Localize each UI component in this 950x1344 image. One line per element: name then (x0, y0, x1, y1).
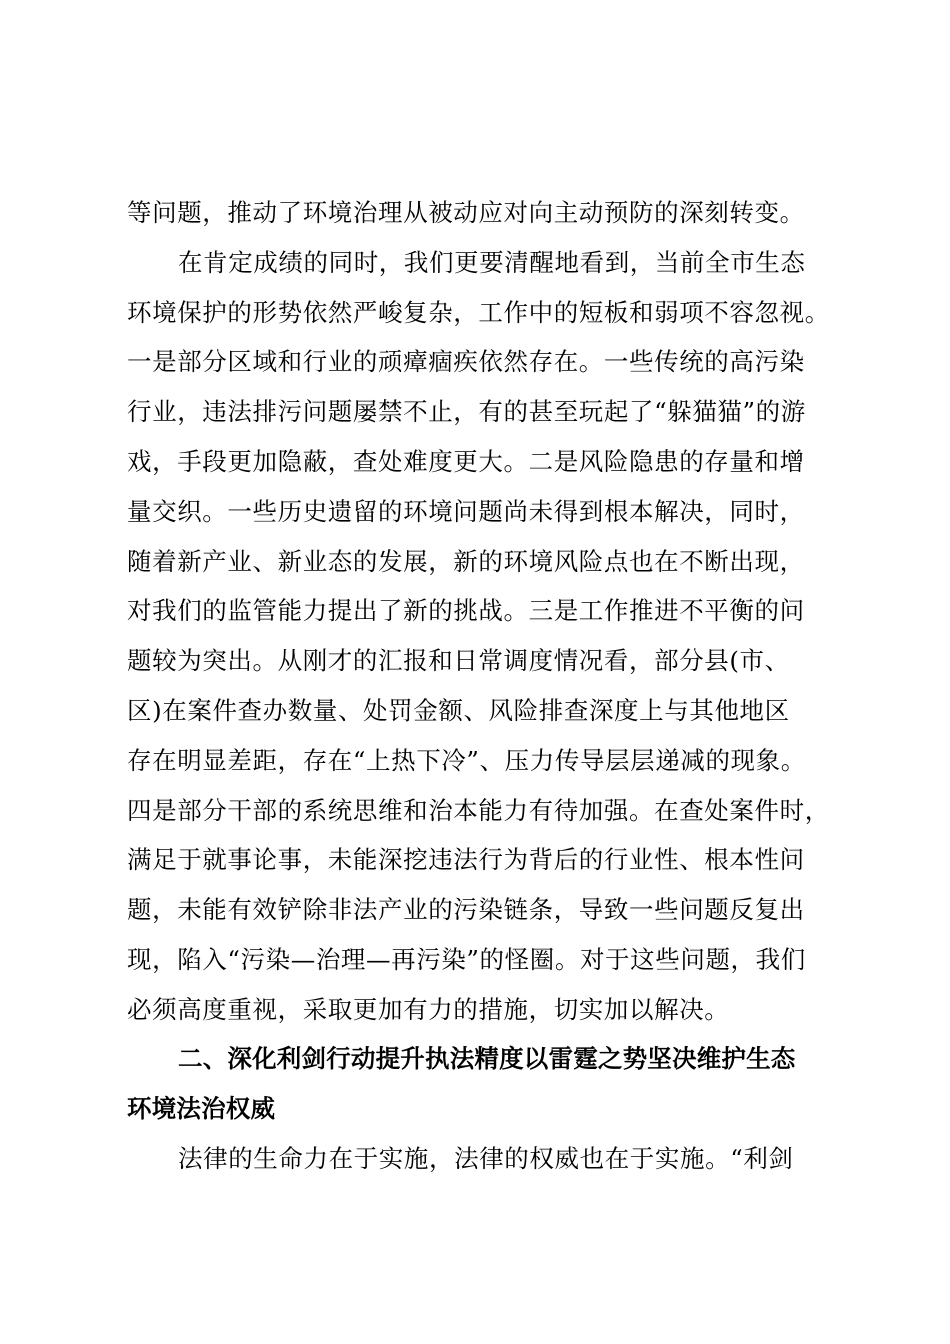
paragraph-line: 存在明显差距，存在“上热下冷”、压力传导层层递减的现象。 (127, 746, 806, 775)
paragraph-line: 环境保护的形势依然严峻复杂，工作中的短板和弱项不容忽视。 (127, 298, 830, 327)
section-heading: 环境法治权威 (127, 1094, 276, 1123)
paragraph-line: 法律的生命力在于实施，法律的权威也在于实施。“利剑 (178, 1144, 794, 1173)
paragraph-line: 满足于就事论事，未能深挖违法行为背后的行业性、根本性问 (127, 845, 805, 874)
paragraph-line: 四是部分干部的系统思维和治本能力有待加强。在查处案件时， (127, 796, 830, 825)
paragraph-line: 在肯定成绩的同时，我们更要清醒地看到，当前全市生态 (178, 248, 806, 277)
paragraph-line: 行业，违法排污问题屡禁不止，有的甚至玩起了“躲猫猫”的游 (127, 397, 806, 426)
paragraph-line: 随着新产业、新业态的发展，新的环境风险点也在不断出现， (127, 547, 805, 576)
paragraph-line: 现，陷入“污染—治理—再污染”的怪圈。对于这些问题，我们 (127, 945, 806, 974)
paragraph-line: 量交织。一些历史遗留的环境问题尚未得到根本解决，同时， (127, 497, 805, 526)
paragraph-line: 等问题，推动了环境治理从被动应对向主动预防的深刻转变。 (127, 198, 805, 227)
paragraph-line: 必须高度重视，采取更加有力的措施，切实加以解决。 (127, 995, 730, 1024)
paragraph-line: 对我们的监管能力提出了新的挑战。三是工作推进不平衡的问 (127, 596, 805, 625)
paragraph-line: 题，未能有效铲除非法产业的污染链条，导致一些问题反复出 (127, 895, 805, 924)
paragraph-line: 戏，手段更加隐蔽，查处难度更大。二是风险隐患的存量和增 (127, 447, 805, 476)
paragraph-line: 一是部分区域和行业的顽瘴痼疾依然存在。一些传统的高污染 (127, 347, 805, 376)
paragraph-line: 题较为突出。从刚才的汇报和日常调度情况看，部分县(市、 (127, 646, 790, 675)
section-heading: 二、深化利剑行动提升执法精度以雷霆之势坚决维护生态 (178, 1044, 796, 1073)
paragraph-line: 区)在案件查办数量、处罚金额、风险排查深度上与其他地区 (127, 696, 790, 725)
